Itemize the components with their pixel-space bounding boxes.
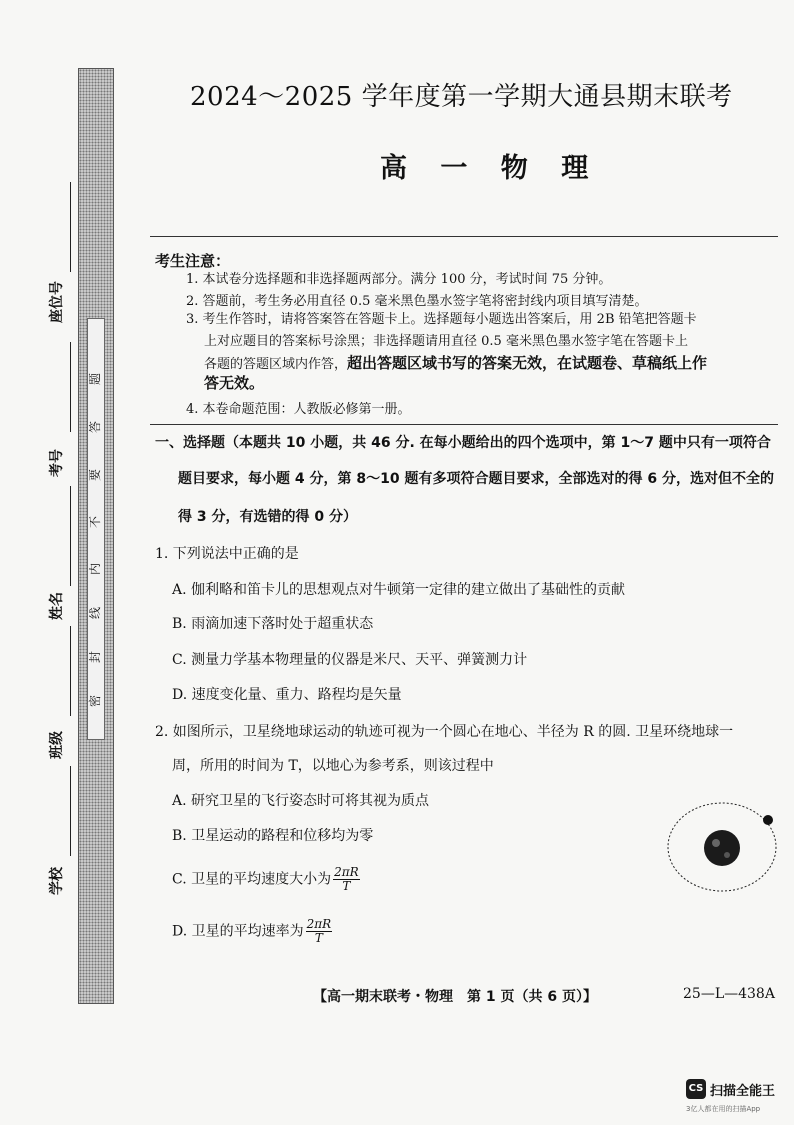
fill-line bbox=[70, 342, 71, 432]
fraction-denominator: T bbox=[314, 931, 323, 945]
section-heading: 题目要求，每小题 4 分，第 8～10 题有多项符合题目要求，全部选对的得 6 分，选对但不全的 bbox=[178, 471, 774, 487]
exam-number-label: 考号 bbox=[49, 449, 65, 477]
seal-char: 答 bbox=[88, 421, 102, 434]
question-stem: 1. 下列说法中正确的是 bbox=[155, 546, 299, 562]
notice-text: 各题的答题区域内作答， bbox=[204, 357, 348, 372]
watermark-sub: 3亿人都在用的扫描App bbox=[686, 1105, 761, 1113]
section-heading: 一、选择题（本题共 10 小题，共 46 分. 在每小题给出的四个选项中，第 1～7 题中只有一项符合 bbox=[155, 435, 771, 451]
page-footer: 【高一期末联考・物理 第 1 页（共 6 页）】 bbox=[313, 989, 597, 1005]
option: B. 雨滴加速下落时处于超重状态 bbox=[172, 616, 374, 632]
notice-item: 上对应题目的答案标号涂黑；非选择题请用直径 0.5 毫米黑色墨水签字笔在答题卡上 bbox=[204, 334, 688, 349]
fill-line bbox=[70, 626, 71, 716]
seal-char: 线 bbox=[88, 607, 102, 620]
option: C. 测量力学基本物理量的仪器是米尺、天平、弹簧测力计 bbox=[172, 652, 528, 668]
question-stem: 2. 如图所示，卫星绕地球运动的轨迹可视为一个圆心在地心、半径为 R 的圆. 卫星环绕地球一 bbox=[155, 724, 734, 740]
section-heading: 得 3 分，有选错的得 0 分） bbox=[178, 509, 357, 525]
fill-line bbox=[70, 766, 71, 856]
divider bbox=[150, 236, 778, 237]
school-label: 学校 bbox=[49, 867, 65, 895]
option: B. 卫星运动的路程和位移均为零 bbox=[172, 828, 374, 844]
fill-line bbox=[70, 486, 71, 586]
seal-char: 不 bbox=[88, 516, 102, 529]
watermark-name: 扫描全能王 bbox=[710, 1084, 776, 1099]
exam-title: 2024～2025 学年度第一学期大通县期末联考 bbox=[190, 82, 733, 112]
notice-emphasis: 超出答题区域书写的答案无效，在试题卷、草稿纸上作 bbox=[347, 354, 708, 372]
seal-char: 题 bbox=[88, 373, 102, 386]
option bbox=[172, 918, 332, 945]
fraction bbox=[333, 866, 360, 893]
notice-item: 3. 考生作答时，请将答案答在答题卡上。选择题每小题选出答案后，用 2B 铅笔把答题卡 bbox=[186, 312, 697, 327]
question-stem: 周，所用的时间为 T，以地心为参考系，则该过程中 bbox=[172, 758, 494, 774]
notice-item: 2. 答题前，考生务必用直径 0.5 毫米黑色墨水签字笔将密封线内项目填写清楚。 bbox=[186, 294, 648, 309]
fraction-denominator: T bbox=[342, 879, 351, 893]
fraction bbox=[306, 918, 333, 945]
seal-char: 要 bbox=[88, 469, 102, 482]
option bbox=[172, 866, 360, 893]
option-text: D. 卫星的平均速率为 bbox=[172, 923, 304, 940]
notice-item: 1. 本试卷分选择题和非选择题两部分。满分 100 分，考试时间 75 分钟。 bbox=[186, 272, 612, 287]
divider bbox=[150, 424, 778, 425]
orbit-figure bbox=[662, 800, 782, 900]
notice-item bbox=[204, 372, 794, 396]
seal-char: 封 bbox=[88, 651, 102, 664]
fraction-numerator: 2πR bbox=[306, 917, 332, 931]
notice-emphasis: 答无效。 bbox=[204, 374, 265, 392]
earth-texture bbox=[712, 839, 720, 847]
fraction-numerator: 2πR bbox=[334, 865, 359, 879]
name-label: 姓名 bbox=[49, 592, 65, 620]
paper-code: 25—L—438A bbox=[683, 986, 775, 1002]
seal-char: 密 bbox=[88, 695, 102, 708]
satellite-icon bbox=[763, 815, 773, 825]
option: A. 伽利略和笛卡儿的思想观点对牛顿第一定律的建立做出了基础性的贡献 bbox=[172, 582, 626, 598]
option: A. 研究卫星的飞行姿态时可将其视为质点 bbox=[172, 793, 430, 809]
option-text: C. 卫星的平均速度大小为 bbox=[172, 871, 332, 888]
seal-char: 内 bbox=[88, 563, 102, 576]
earth-texture bbox=[724, 852, 730, 858]
fill-line bbox=[70, 182, 71, 272]
notice-item: 4. 本卷命题范围：人教版必修第一册。 bbox=[186, 402, 411, 417]
camscanner-logo-icon: CS bbox=[686, 1079, 706, 1099]
class-label: 班级 bbox=[49, 731, 65, 759]
option: D. 速度变化量、重力、路程均是矢量 bbox=[172, 687, 402, 703]
earth-icon bbox=[704, 830, 740, 866]
notice-heading: 考生注意： bbox=[155, 252, 231, 270]
seat-number-label: 座位号 bbox=[49, 281, 65, 323]
subject-title: 高 一 物 理 bbox=[380, 153, 601, 184]
